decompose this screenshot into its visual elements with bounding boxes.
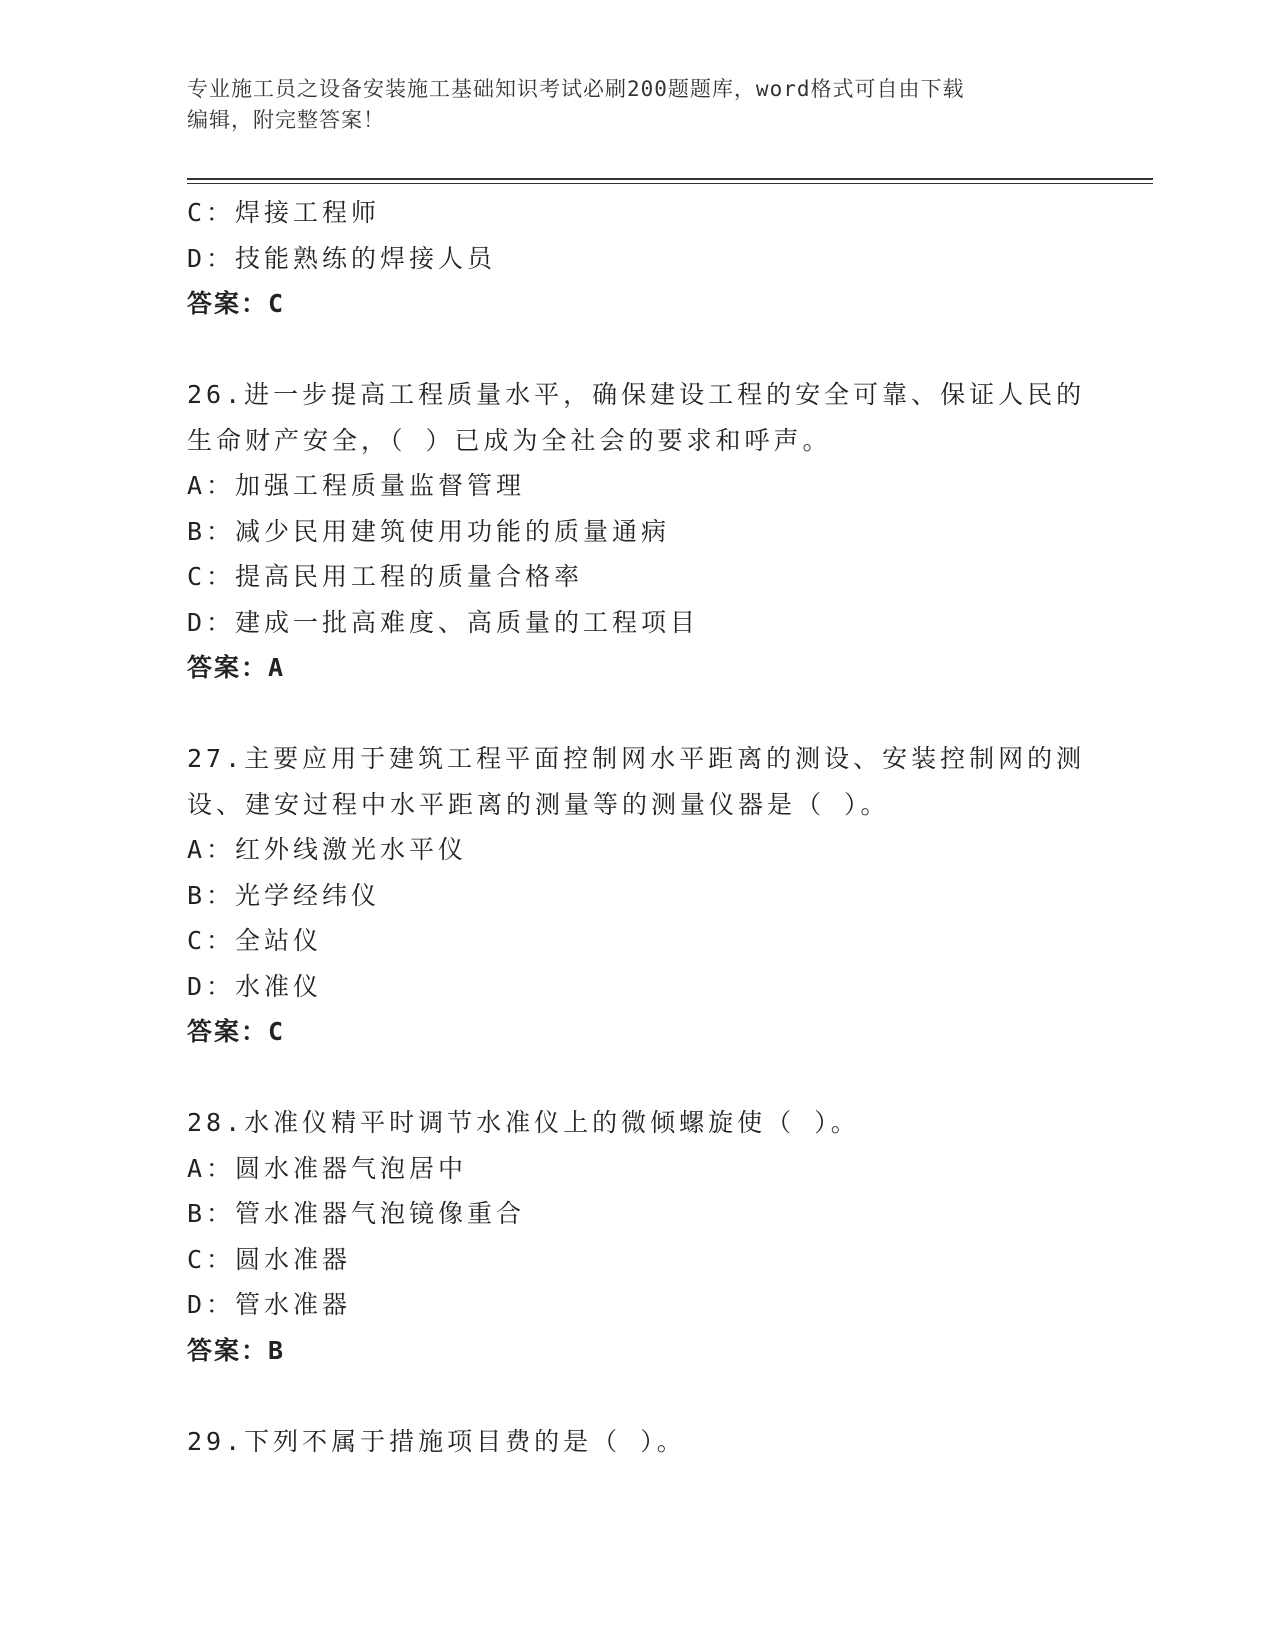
- answer-line: 答案：C: [187, 289, 286, 318]
- header-line-2: 编辑，附完整答案！: [187, 108, 385, 132]
- question-29: [187, 1419, 1087, 1465]
- option-a: A：加强工程质量监督管理: [187, 471, 526, 500]
- document-header: [187, 74, 1087, 136]
- header-divider-thin: [187, 183, 1153, 184]
- question-stem: 26.进一步提高工程质量水平，确保建设工程的安全可靠、保证人民的: [187, 380, 1086, 409]
- option-b: B：管水准器气泡镜像重合: [187, 1199, 526, 1228]
- spacer: [187, 1055, 1087, 1101]
- option-b: B：减少民用建筑使用功能的质量通病: [187, 516, 671, 546]
- question-stem: 29.下列不属于措施项目费的是（ ）。: [187, 1426, 686, 1456]
- option-d: D：技能熟练的焊接人员: [187, 243, 497, 273]
- option-a: A：红外线激光水平仪: [187, 835, 468, 864]
- question-27: [187, 736, 1087, 1055]
- document-body: [187, 190, 1087, 1464]
- question-25-tail: [187, 190, 1087, 327]
- option-c: C：全站仪: [187, 926, 323, 955]
- spacer: [187, 691, 1087, 737]
- header-divider-thick: [187, 178, 1153, 180]
- question-stem: 27.主要应用于建筑工程平面控制网水平距离的测设、安装控制网的测: [187, 744, 1086, 773]
- option-b: B：光学经纬仪: [187, 880, 381, 910]
- option-c: C：焊接工程师: [187, 198, 381, 227]
- answer-line: 答案：B: [187, 1335, 286, 1365]
- option-a: A：圆水准器气泡居中: [187, 1153, 468, 1183]
- option-c: C：圆水准器: [187, 1244, 352, 1274]
- question-stem: 生命财产安全，（ ）已成为全社会的要求和呼声。: [187, 425, 832, 455]
- option-d: D：管水准器: [187, 1290, 352, 1319]
- spacer: [187, 327, 1087, 373]
- spacer: [187, 1373, 1087, 1419]
- question-stem: 设、建安过程中水平距离的测量等的测量仪器是（ ）。: [187, 789, 890, 819]
- question-28: [187, 1100, 1087, 1373]
- option-c: C：提高民用工程的质量合格率: [187, 562, 584, 591]
- answer-line: 答案：A: [187, 653, 286, 682]
- option-d: D：水准仪: [187, 971, 323, 1001]
- question-26: [187, 372, 1087, 691]
- answer-line: 答案：C: [187, 1017, 286, 1046]
- question-stem: 28.水准仪精平时调节水准仪上的微倾螺旋使（ ）。: [187, 1108, 860, 1137]
- header-line-1: 专业施工员之设备安装施工基础知识考试必刷200题题库，word格式可自由下载: [187, 77, 965, 101]
- option-d: D：建成一批高难度、高质量的工程项目: [187, 607, 700, 637]
